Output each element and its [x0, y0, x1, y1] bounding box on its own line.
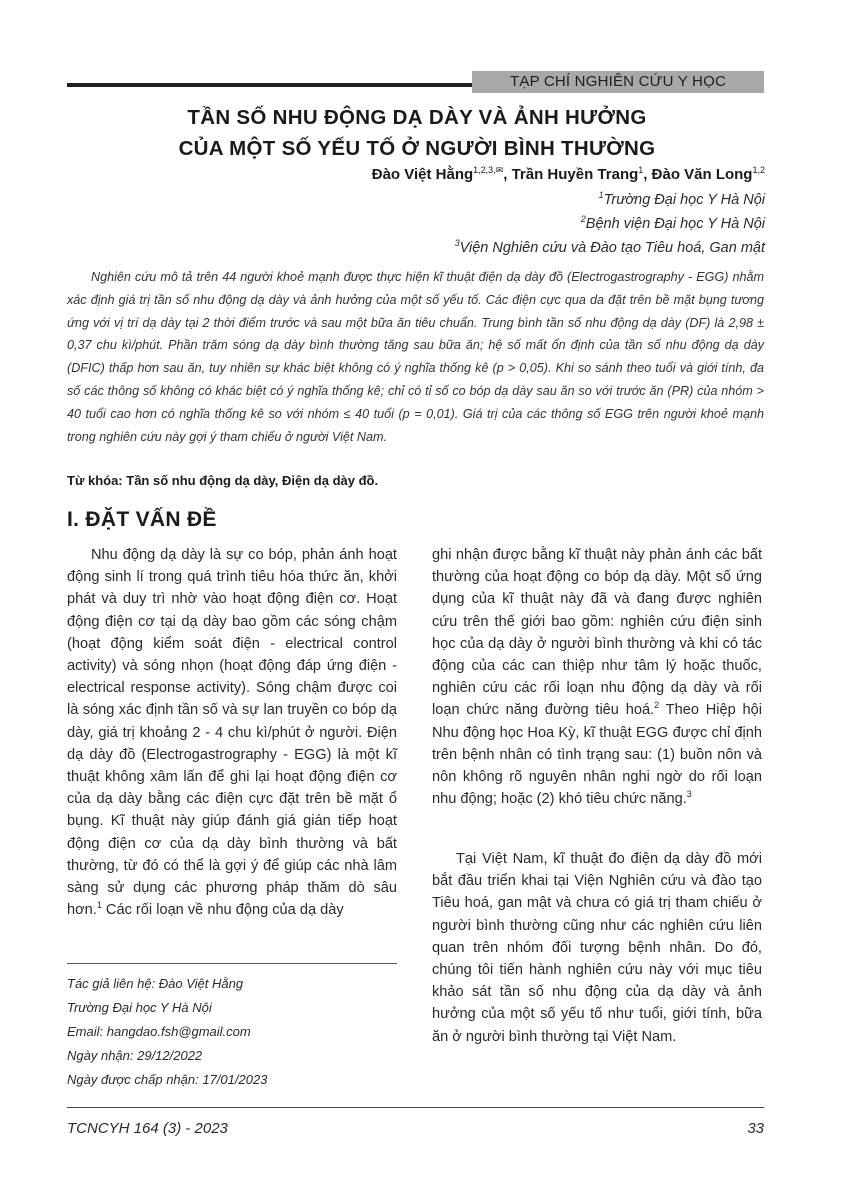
- header-rule: [67, 83, 477, 87]
- affiliation-line: [599, 190, 765, 208]
- body-text: Theo Hiệp hội Nhu động học Hoa Kỳ, kĩ thuật EGG được chỉ định trên bệnh nhân có tình trạng sau: (1) buồn nôn và nôn không rõ nguyên nhân nghi ngờ do rối loạn nhu động; hoặc (2) khó tiêu chức năng.: [432, 702, 763, 808]
- author-separator: ,: [503, 166, 512, 183]
- abstract: Nghiên cứu mô tả trên 44 người khoẻ mạnh được thực hiện kĩ thuật điện dạ dày đồ (Electrogastrography - EGG) nhằm xác định giá trị tần số nhu động dạ dày và ảnh hưởng của một số yếu tố. Các điện cực qua da đặt trên bề mặt bụng tương ứng với vị trí dạ dày tại 2 thời điểm trước và sau một bữa ăn tiêu chuẩn. Trung bình tần số nhu động dạ dày (DF) là 2,98 ± 0,37 chu kì/phút. Phần trăm sóng dạ dày bình thường tăng sau bữa ăn; hệ số mất ổn định của tần số nhu động dạ dày (DFIC) thấp hơn sau ăn, tuy nhiên sự khác biệt không có ý nghĩa thống kê (p > 0,05). Khi so sánh theo tuổi và giới tính, đa số các thông số không có khác biệt có ý nghĩa thống kê; chỉ có tỉ số co bóp dạ dày sau ăn so với trước ăn (PR) của nhóm > 40 tuổi cao hơn có nghĩa thống kê so với nhóm ≤ 40 tuổi (p = 0,01). Giá trị của các thông số EGG trên người khoẻ mạnh trong nghiên cứu này gợi ý tham chiếu ở người Việt Nam.: [67, 270, 764, 444]
- affiliation-marker: 3: [454, 238, 460, 248]
- affiliation-text: Trường Đại học Y Hà Nội: [603, 191, 765, 208]
- author-name: Trần Huyền Trang: [511, 166, 639, 183]
- article-title-line-1: TẦN SỐ NHU ĐỘNG DẠ DÀY VÀ ẢNH HƯỞNG: [187, 106, 647, 129]
- body-paragraph: [67, 544, 397, 921]
- citation-marker: 3: [686, 789, 692, 800]
- footer-divider: [67, 1107, 764, 1108]
- citation-marker: 2: [654, 700, 660, 711]
- footnote-contact: Tác giả liên hệ: Đào Việt Hằng: [67, 976, 244, 991]
- journal-name-banner: TẠP CHÍ NGHIÊN CỨU Y HỌC: [472, 71, 764, 93]
- body-text: Các rối loạn về nhu động của dạ dày: [101, 902, 344, 919]
- affiliation-line: [581, 214, 765, 232]
- article-title-line-2: CỦA MỘT SỐ YẾU TỐ Ở NGƯỜI BÌNH THƯỜNG: [178, 137, 656, 160]
- footnote-divider: [67, 963, 397, 964]
- footer-journal-issue: TCNCYH 164 (3) - 2023: [67, 1120, 228, 1137]
- footnote-email: Email: hangdao.fsh@gmail.com: [67, 1024, 251, 1039]
- author-affiliation-marker: 1,2,3,✉: [473, 165, 504, 175]
- section-heading: I. ĐẶT VẤN ĐỀ: [67, 508, 217, 531]
- author-name: Đào Việt Hằng: [371, 166, 474, 183]
- author-name: Đào Văn Long: [651, 166, 753, 183]
- affiliation-marker: 1: [598, 190, 604, 200]
- keywords: Từ khóa: Tần số nhu động dạ dày, Điện dạ dày đồ.: [67, 473, 379, 488]
- affiliation-line: [455, 238, 765, 256]
- affiliation-marker: 2: [580, 214, 586, 224]
- body-paragraph: Tại Việt Nam, kĩ thuật đo điện dạ dày đồ mới bắt đầu triển khai tại Viện Nghiên cứu và đào tạo Tiêu hoá, gan mật và chưa có giá trị tham chiếu ở người bình thường cũng như các nghiên cứu liên quan trên nhóm đối tượng bệnh nhân. Do đó, chúng tôi tiến hành nghiên cứu này với mục tiêu khảo sát tần số nhu động của dạ dày và ảnh hưởng của một số yếu tố như tuổi, giới tính, bữa ăn ở người bình thường tại Việt Nam.: [432, 851, 762, 1045]
- author-list: [372, 165, 765, 183]
- footnote-received-date: Ngày nhận: 29/12/2022: [67, 1048, 203, 1063]
- affiliation-text: Viện Nghiên cứu và Đào tạo Tiêu hoá, Gan mật: [459, 239, 765, 256]
- body-text: Nhu động dạ dày là sự co bóp, phản ánh hoạt động sinh lí trong quá trình tiêu hóa thức ăn, khởi phát và duy trì nhờ vào hoạt động điện cơ. Hoạt động điện cơ tại dạ dày bao gồm các sóng chậm (hoạt động kiểm soát điện - electrical control activity) và sóng nhọn (hoạt động đáp ứng điện - electrical response activity). Sóng chậm được coi là sóng xác định tần số và sự lan truyền co bóp dạ dày, giá trị khoảng 2 - 4 chu kì/phút ở người. Điện dạ dày đồ (Electrogastrography - EGG) là một kĩ thuật không xâm lấn để ghi lại hoạt động điện cơ của dạ dày bằng các điện cực đặt trên bề mặt ổ bụng. Kĩ thuật này giúp đánh giá gián tiếp hoạt động điện cơ của dạ dày bình thường và bất thường, từ đó có thể là gợi ý để giúp các nhà lâm sàng sử dụng các phương pháp thăm dò sâu hơn.: [67, 547, 397, 919]
- citation-marker: 1: [96, 900, 102, 911]
- affiliation-text: Bệnh viện Đại học Y Hà Nội: [585, 215, 765, 232]
- author-affiliation-marker: 1,2: [752, 165, 765, 175]
- author-separator: ,: [643, 166, 652, 183]
- author-affiliation-marker: 1: [638, 165, 644, 175]
- body-paragraph: [432, 544, 762, 810]
- footnote-accepted-date: Ngày được chấp nhận: 17/01/2023: [67, 1072, 268, 1087]
- page-number: 33: [747, 1120, 764, 1137]
- footnote-institution: Trường Đại học Y Hà Nội: [67, 1000, 212, 1015]
- body-text: ghi nhận được bằng kĩ thuật này phản ánh các bất thường của hoạt động co bóp dạ dày. Một số ứng dụng của kĩ thuật này đã và đang được nghiên cứu trên thế giới bao gồm: nghiên cứu điện sinh học của dạ dày ở người bình thường và khi có tác động của các can thiệp như tâm lý hoặc thuốc, nghiên cứu các rối loạn nhu động dạ dày và rối loạn chức năng đường tiêu hoá.: [432, 547, 762, 719]
